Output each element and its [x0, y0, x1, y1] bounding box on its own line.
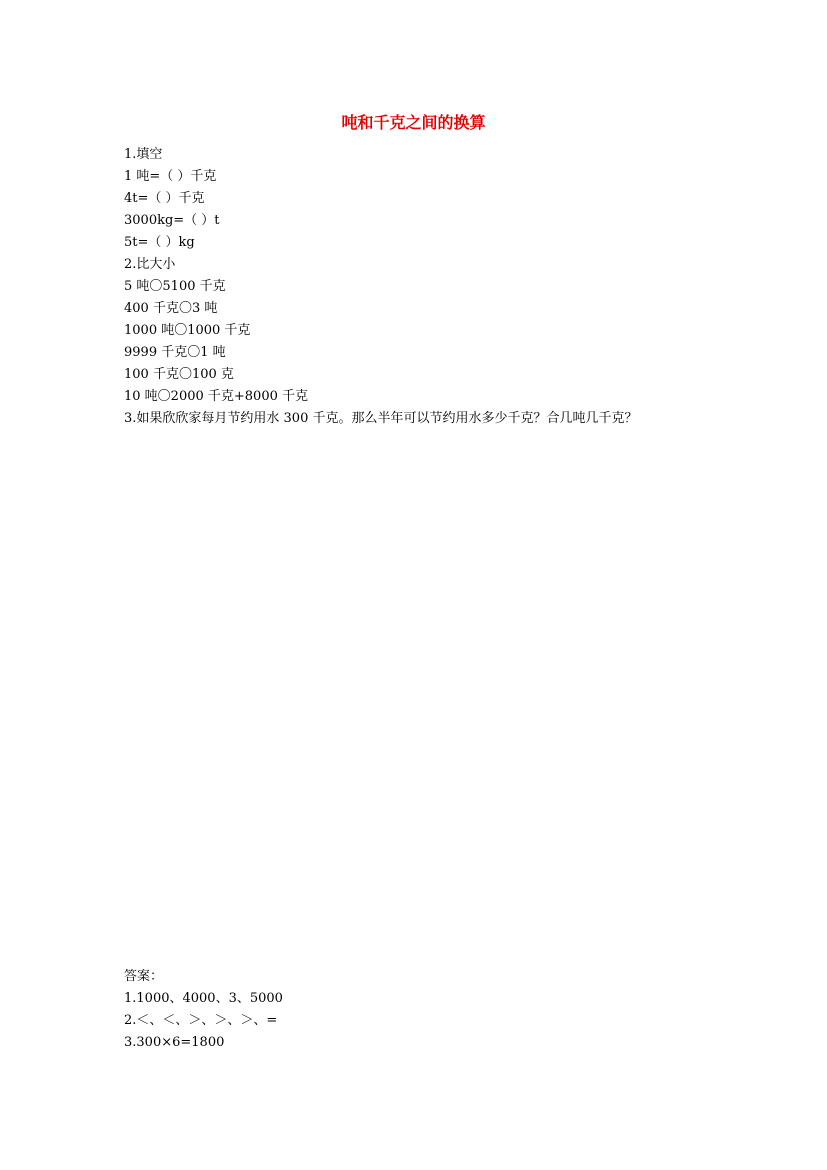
question-3-text: 3.如果欣欣家每月节约用水 300 千克。那么半年可以节约用水多少千克？合几吨几千克？: [124, 411, 638, 426]
answer-1: 1.1000、4000、3、5000: [124, 991, 283, 1006]
question-2-item: 100 千克〇100 克: [124, 367, 234, 382]
answer-2: 2.＜、＜、＞、＞、＞、=: [124, 1013, 278, 1028]
question-1-item: 1 吨=（ ）千克: [124, 169, 217, 184]
question-2-item: 1000 吨〇1000 千克: [124, 323, 251, 338]
question-1-heading: 1.填空: [124, 147, 163, 162]
answer-3: 3.300×6=1800: [124, 1035, 225, 1050]
question-2-heading: 2.比大小: [124, 257, 176, 272]
question-2-item: 10 吨〇2000 千克+8000 千克: [124, 389, 308, 404]
question-2-item: 9999 千克〇1 吨: [124, 345, 226, 360]
question-1-item: 3000kg=（ ）t: [124, 213, 220, 228]
question-1-item: 4t=（ ）千克: [124, 191, 205, 206]
answers-heading: 答案：: [124, 969, 164, 984]
questions-section: [124, 144, 744, 430]
question-2-item: 5 吨〇5100 千克: [124, 279, 226, 294]
question-1-item: 5t=（ ）kg: [124, 235, 195, 250]
page-title: 吨和千克之间的换算: [341, 113, 486, 132]
answers-section: [124, 966, 744, 1054]
question-2-item: 400 千克〇3 吨: [124, 301, 218, 316]
